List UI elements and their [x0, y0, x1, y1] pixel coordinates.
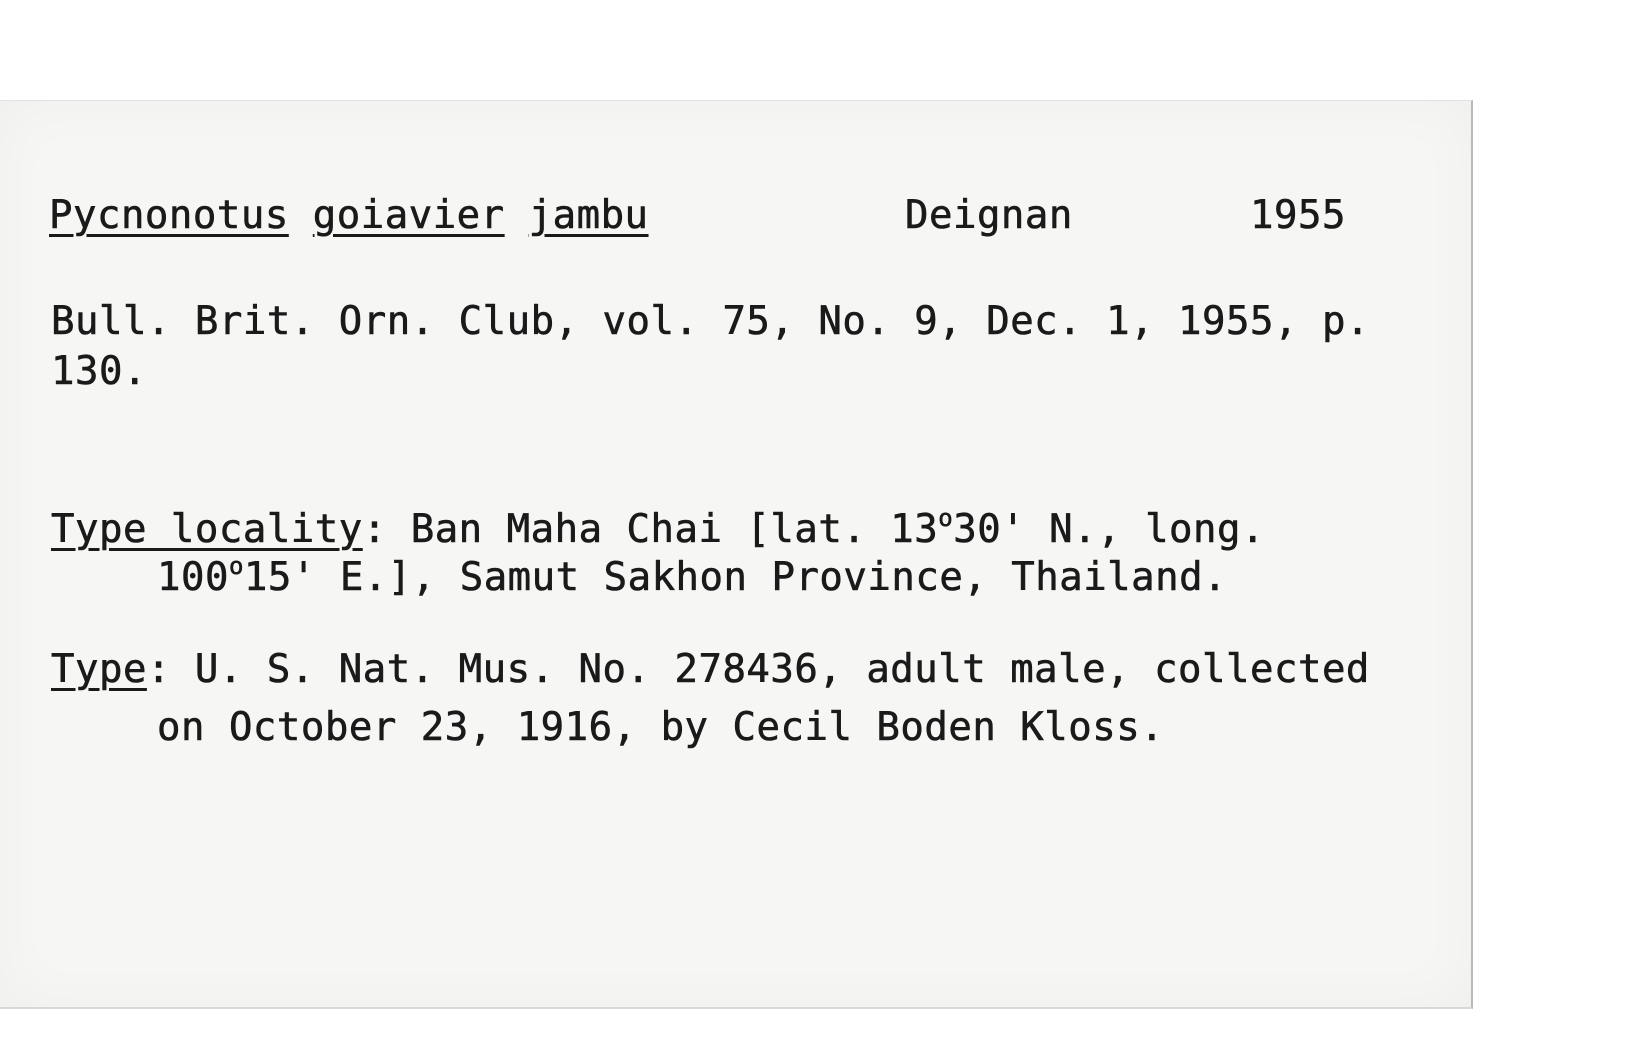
degree-sign: o [938, 504, 954, 532]
type-locality-text-c: 15' E.], Samut Sakhon Province, Thailand. [243, 555, 1228, 600]
type-locality-text-a: : Ban Maha Chai [lat. 13 [362, 507, 939, 552]
header-line [49, 193, 649, 238]
degree-sign: o [228, 552, 244, 580]
type-locality-text-b: 30' N., long. [953, 507, 1265, 552]
type-line-1 [51, 647, 1370, 692]
type-label: Type [51, 647, 147, 692]
index-card [0, 100, 1473, 1009]
subspecies-name: jambu [528, 193, 649, 238]
citation-line-2: 130. [51, 349, 147, 394]
type-line-2: on October 23, 1916, by Cecil Boden Kloss. [157, 705, 1165, 750]
type-locality-label: Type locality [51, 507, 363, 552]
author-name: Deignan [905, 193, 1073, 238]
genus-name: Pycnonotus [49, 193, 289, 238]
citation-line-1: Bull. Brit. Orn. Club, vol. 75, No. 9, Dec. 1, 1955, p. [51, 299, 1370, 344]
species-name: goiavier [312, 193, 505, 238]
type-locality-line-2 [157, 552, 1228, 600]
longitude-degrees: 100 [157, 555, 229, 600]
type-text-a: : U. S. Nat. Mus. No. 278436, adult male, collected [146, 647, 1370, 692]
type-locality-line-1 [51, 504, 1265, 552]
year: 1955 [1250, 193, 1346, 238]
